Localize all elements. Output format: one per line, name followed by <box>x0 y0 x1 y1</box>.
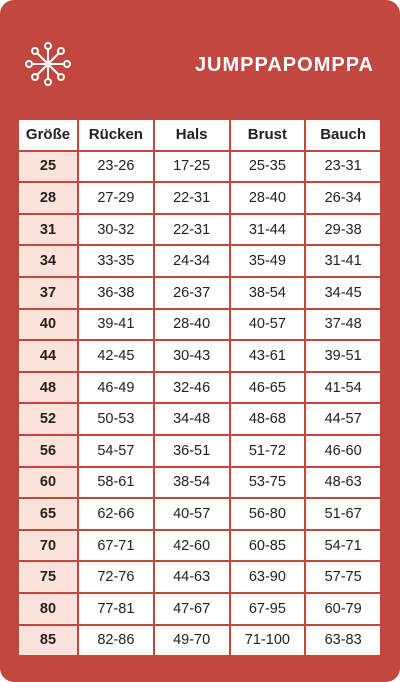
neck-cell: 30-43 <box>155 341 229 371</box>
table-row <box>19 278 380 308</box>
size-cell: 37 <box>19 278 77 308</box>
belly-cell: 44-57 <box>306 404 380 434</box>
table-row <box>19 404 380 434</box>
size-cell: 75 <box>19 562 77 592</box>
belly-cell: 63-83 <box>306 626 380 656</box>
belly-cell: 48-63 <box>306 468 380 498</box>
chest-cell: 40-57 <box>231 310 305 340</box>
header-size: Größe <box>19 120 77 150</box>
table-row <box>19 626 380 656</box>
belly-cell: 54-71 <box>306 531 380 561</box>
back-cell: 50-53 <box>79 404 153 434</box>
size-cell: 80 <box>19 594 77 624</box>
header-neck: Hals <box>155 120 229 150</box>
neck-cell: 40-57 <box>155 499 229 529</box>
back-cell: 23-26 <box>79 152 153 182</box>
neck-cell: 38-54 <box>155 468 229 498</box>
belly-cell: 41-54 <box>306 373 380 403</box>
belly-cell: 31-41 <box>306 246 380 276</box>
chest-cell: 53-75 <box>231 468 305 498</box>
chest-cell: 46-65 <box>231 373 305 403</box>
size-cell: 48 <box>19 373 77 403</box>
back-cell: 46-49 <box>79 373 153 403</box>
chest-cell: 31-44 <box>231 215 305 245</box>
neck-cell: 32-46 <box>155 373 229 403</box>
size-cell: 44 <box>19 341 77 371</box>
back-cell: 42-45 <box>79 341 153 371</box>
back-cell: 58-61 <box>79 468 153 498</box>
header-back: Rücken <box>79 120 153 150</box>
size-cell: 40 <box>19 310 77 340</box>
table-row <box>19 310 380 340</box>
belly-cell: 60-79 <box>306 594 380 624</box>
size-cell: 31 <box>19 215 77 245</box>
neck-cell: 49-70 <box>155 626 229 656</box>
chest-cell: 48-68 <box>231 404 305 434</box>
belly-cell: 46-60 <box>306 436 380 466</box>
size-cell: 60 <box>19 468 77 498</box>
back-cell: 77-81 <box>79 594 153 624</box>
back-cell: 82-86 <box>79 626 153 656</box>
belly-cell: 34-45 <box>306 278 380 308</box>
neck-cell: 22-31 <box>155 183 229 213</box>
neck-cell: 34-48 <box>155 404 229 434</box>
size-cell: 85 <box>19 626 77 656</box>
header-belly: Bauch <box>306 120 380 150</box>
neck-cell: 17-25 <box>155 152 229 182</box>
table-row <box>19 436 380 466</box>
size-cell: 56 <box>19 436 77 466</box>
size-cell: 70 <box>19 531 77 561</box>
chest-cell: 67-95 <box>231 594 305 624</box>
chest-cell: 35-49 <box>231 246 305 276</box>
back-cell: 54-57 <box>79 436 153 466</box>
belly-cell: 26-34 <box>306 183 380 213</box>
neck-cell: 24-34 <box>155 246 229 276</box>
neck-cell: 44-63 <box>155 562 229 592</box>
chest-cell: 25-35 <box>231 152 305 182</box>
back-cell: 36-38 <box>79 278 153 308</box>
chest-cell: 28-40 <box>231 183 305 213</box>
back-cell: 30-32 <box>79 215 153 245</box>
size-cell: 52 <box>19 404 77 434</box>
table-body <box>19 152 380 656</box>
header-chest: Brust <box>231 120 305 150</box>
header <box>0 0 400 118</box>
chest-cell: 63-90 <box>231 562 305 592</box>
neck-cell: 47-67 <box>155 594 229 624</box>
neck-cell: 36-51 <box>155 436 229 466</box>
back-cell: 39-41 <box>79 310 153 340</box>
table-row <box>19 373 380 403</box>
neck-cell: 28-40 <box>155 310 229 340</box>
size-cell: 25 <box>19 152 77 182</box>
belly-cell: 57-75 <box>306 562 380 592</box>
chest-cell: 51-72 <box>231 436 305 466</box>
belly-cell: 51-67 <box>306 499 380 529</box>
table-header-row <box>19 120 380 150</box>
back-cell: 27-29 <box>79 183 153 213</box>
neck-cell: 26-37 <box>155 278 229 308</box>
table-row <box>19 341 380 371</box>
neck-cell: 22-31 <box>155 215 229 245</box>
size-cell: 34 <box>19 246 77 276</box>
table-row <box>19 594 380 624</box>
belly-cell: 39-51 <box>306 341 380 371</box>
chest-cell: 60-85 <box>231 531 305 561</box>
table-row <box>19 152 380 182</box>
table-row <box>19 468 380 498</box>
table-row <box>19 215 380 245</box>
back-cell: 67-71 <box>79 531 153 561</box>
table-row <box>19 183 380 213</box>
table-row <box>19 499 380 529</box>
chest-cell: 71-100 <box>231 626 305 656</box>
neck-cell: 42-60 <box>155 531 229 561</box>
back-cell: 33-35 <box>79 246 153 276</box>
chest-cell: 43-61 <box>231 341 305 371</box>
chest-cell: 56-80 <box>231 499 305 529</box>
size-table <box>17 118 382 657</box>
size-cell: 28 <box>19 183 77 213</box>
snowflake-dots-icon <box>24 42 72 86</box>
table-row <box>19 562 380 592</box>
belly-cell: 29-38 <box>306 215 380 245</box>
belly-cell: 37-48 <box>306 310 380 340</box>
chest-cell: 38-54 <box>231 278 305 308</box>
table-row <box>19 246 380 276</box>
back-cell: 62-66 <box>79 499 153 529</box>
size-cell: 65 <box>19 499 77 529</box>
brand-title: JUMPPAPOMPPA <box>194 54 374 76</box>
back-cell: 72-76 <box>79 562 153 592</box>
table-row <box>19 531 380 561</box>
belly-cell: 23-31 <box>306 152 380 182</box>
